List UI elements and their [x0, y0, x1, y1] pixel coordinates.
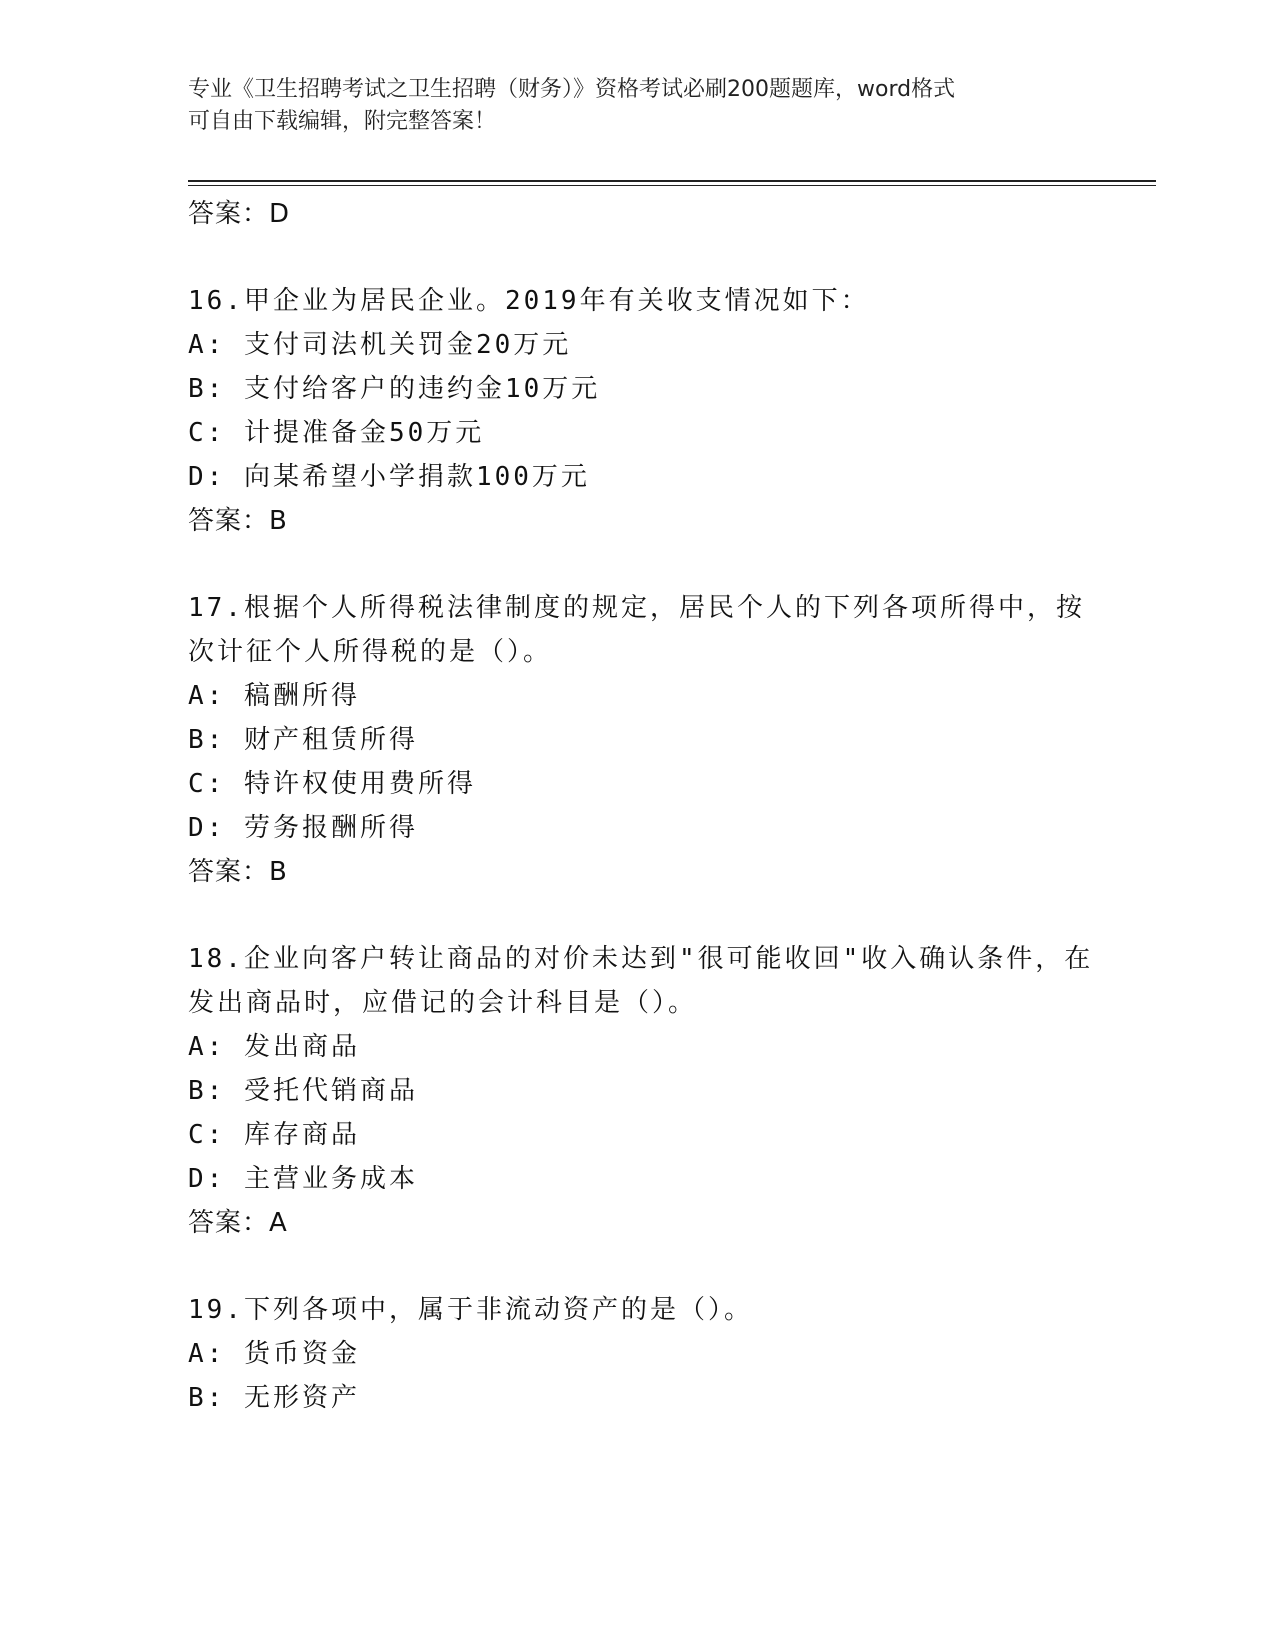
q16-answer: 答案：B [188, 506, 288, 536]
q18-option-a: A: 发出商品 [188, 1032, 360, 1062]
header-line-2: 可自由下载编辑，附完整答案！ [188, 109, 497, 134]
q18-answer: 答案：A [188, 1208, 288, 1238]
document-header [188, 74, 1068, 138]
q19-option-a: A: 货币资金 [188, 1339, 360, 1369]
q17-option-d: D: 劳务报酬所得 [188, 813, 418, 843]
q18-option-d: D: 主营业务成本 [188, 1164, 418, 1194]
q19-option-b: B: 无形资产 [188, 1383, 360, 1413]
q17-stem-line-2: 次计征个人所得税的是（）。 [188, 637, 553, 667]
q18-option-c: C: 库存商品 [188, 1120, 360, 1150]
q16-option-d: D: 向某希望小学捐款100万元 [188, 462, 590, 492]
q17-option-b: B: 财产租赁所得 [188, 725, 418, 755]
q16-option-a: A: 支付司法机关罚金20万元 [188, 330, 572, 360]
header-rule-thick [188, 180, 1156, 182]
answer-prev: 答案：D [188, 199, 291, 229]
header-line-1: 专业《卫生招聘考试之卫生招聘（财务）》资格考试必刷200题题库，word格式 [188, 77, 956, 102]
q18-stem-line-1: 18.企业向客户转让商品的对价未达到"很可能收回"收入确认条件，在 [188, 944, 1094, 974]
q16-stem: 16.甲企业为居民企业。2019年有关收支情况如下： [188, 286, 870, 316]
q18-stem-line-2: 发出商品时，应借记的会计科目是（）。 [188, 988, 698, 1018]
q19-stem: 19.下列各项中，属于非流动资产的是（）。 [188, 1295, 753, 1325]
q17-option-c: C: 特许权使用费所得 [188, 769, 476, 799]
q17-answer: 答案：B [188, 857, 288, 887]
q16-option-c: C: 计提准备金50万元 [188, 418, 485, 448]
q16-option-b: B: 支付给客户的违约金10万元 [188, 374, 601, 404]
q17-stem-line-1: 17.根据个人所得税法律制度的规定，居民个人的下列各项所得中，按 [188, 593, 1085, 623]
q18-option-b: B: 受托代销商品 [188, 1076, 418, 1106]
q17-option-a: A: 稿酬所得 [188, 681, 360, 711]
header-rule-thin [188, 185, 1156, 186]
